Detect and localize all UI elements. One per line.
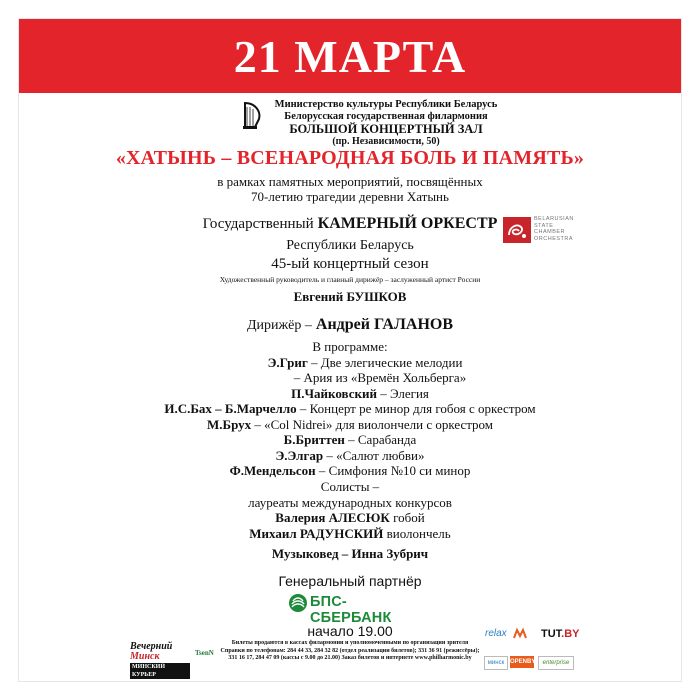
soloist-name: Валерия АЛЕСЮК (275, 510, 390, 525)
sponsor-logo-3: enterprise (538, 656, 574, 670)
soloists-heading: Солисты – (320, 479, 380, 494)
start-time-row (0, 623, 700, 641)
director-name: Евгений БУШКОВ (293, 289, 407, 304)
program-item (0, 401, 700, 417)
program-item (0, 370, 700, 386)
mb-logo-icon (512, 626, 528, 642)
soloist-instrument: виолончель (383, 526, 451, 541)
logo-text-3: CHAMBER (534, 229, 566, 235)
openby-logo: OPENBY (510, 656, 534, 668)
orchestra-prefix: Государственный (202, 216, 314, 232)
program-item (0, 463, 700, 479)
logo-text-2: STATE (534, 222, 554, 229)
philharmonic-line: Белорусская государственная филармония (284, 111, 488, 122)
event-subtitle-2: 70-летию трагедии деревни Хатынь (251, 189, 449, 204)
partner-label: Генеральный партнёр (278, 573, 422, 589)
orchestra-heading (0, 215, 700, 233)
program-item (0, 448, 700, 464)
program-work: – Элегия (376, 385, 429, 401)
program-work: – «Салют любви» (323, 447, 425, 463)
soloists-subheading: лауреаты международных конкурсов (248, 495, 452, 510)
partner-logo (288, 592, 416, 626)
tickets-info-line: Билеты продаются в кассах филармонии и уполномоченными по организации зрителя (231, 640, 469, 646)
vecherny-minsk-title (130, 642, 190, 662)
program-work: – Ария из «Времён Хольберга» (293, 370, 467, 385)
program-work: – Концерт ре минор для гобоя с оркестром (296, 401, 536, 416)
program-item (0, 432, 700, 448)
program-composer: М.Брух (206, 416, 252, 432)
program-composer: Э.Элгар (275, 447, 324, 463)
orchestra-name: КАМЕРНЫЙ ОРКЕСТР (317, 215, 498, 232)
orchestra-country: Республики Беларусь (286, 238, 414, 253)
tutby-word: TUT (541, 628, 562, 640)
program-item (0, 355, 700, 371)
vecherny-minsk-logo (130, 642, 190, 679)
organizer-block (0, 99, 700, 148)
tickets-info (210, 640, 490, 663)
tutby-domain: .BY (561, 628, 580, 640)
program-work: – Сарабанда (344, 432, 417, 447)
tutby-logo (541, 628, 580, 640)
date-banner (19, 19, 681, 93)
conductor-label: Дирижёр – (246, 318, 312, 333)
hall-line: БОЛЬШОЙ КОНЦЕРТНЫЙ ЗАЛ (289, 122, 483, 136)
soloist-instrument: гобой (389, 510, 425, 525)
program-work: – «Col Nidrei» для виолончели с оркестром (251, 416, 494, 432)
sponsor-logo-1: минск (484, 656, 508, 670)
soloist-1 (0, 510, 700, 526)
program-composer: Б.Бриттен (283, 432, 345, 447)
program-work: – Две элегические мелодии (307, 354, 463, 370)
director-role: Художественный руководитель и главный дирижёр – заслуженный артист России (219, 275, 481, 284)
program-item (0, 417, 700, 433)
program-item (0, 386, 700, 402)
logo-text-1: BELARUSIAN (534, 216, 574, 222)
vecherny-word: Вечерний (130, 641, 173, 652)
ministry-line: Министерство культуры Республики Беларусь (274, 99, 498, 110)
relax-logo: relax (485, 628, 507, 639)
sberbank-leaf-icon (288, 593, 308, 613)
tickets-info-line: 331 16 17, 284 47 09 (кассы с 9.00 до 21.00) Заказ билетов и интернете www.philharmonic.by (228, 655, 472, 661)
event-title: «ХАТЫНЬ – ВСЕНАРОДНАЯ БОЛЬ И ПАМЯТЬ» (115, 147, 585, 169)
partner-label-row (0, 573, 700, 591)
program-heading: В программе: (312, 339, 388, 354)
address-line: (пр. Независимости, 50) (332, 136, 440, 147)
tickets-info-line: Справки по телефонам: 284 44 33, 284 32 82 (отдел реализации билетов); 331 36 91 (режиссёры); (220, 647, 480, 654)
program-work: – Симфония №10 си минор (315, 463, 471, 478)
program-composer: И.С.Бах – Б.Марчелло (164, 401, 297, 416)
concert-season: 45-ый концертный сезон (271, 256, 429, 272)
soloist-2 (0, 526, 700, 542)
program-composer: Э.Григ (267, 354, 308, 370)
minsk-word: Минск (130, 651, 160, 662)
soloist-name: Михаил РАДУНСКИЙ (249, 526, 384, 541)
event-subtitle-1: в рамках памятных мероприятий, посвящённых (217, 174, 483, 189)
date-title: 21 МАРТА (233, 30, 467, 82)
conductor-name: Андрей ГАЛАНОВ (315, 316, 454, 333)
logo-text-4: ORCHESTRA (534, 235, 574, 242)
program-composer: П.Чайковский (291, 385, 377, 401)
program-block (0, 339, 700, 479)
partner-name: БПС-СБЕРБАНК (310, 594, 392, 626)
musicologist: Музыковед – Инна Зубрич (271, 546, 429, 561)
conductor-line (0, 316, 700, 334)
start-time: начало 19.00 (307, 623, 393, 639)
tsenn-logo (195, 642, 215, 664)
minsk-kurier-title: МИНСКИЙ КУРЬЕР (130, 663, 190, 679)
tsenn-text: TsenN (195, 649, 214, 657)
program-composer: Ф.Мендельсон (229, 463, 316, 478)
